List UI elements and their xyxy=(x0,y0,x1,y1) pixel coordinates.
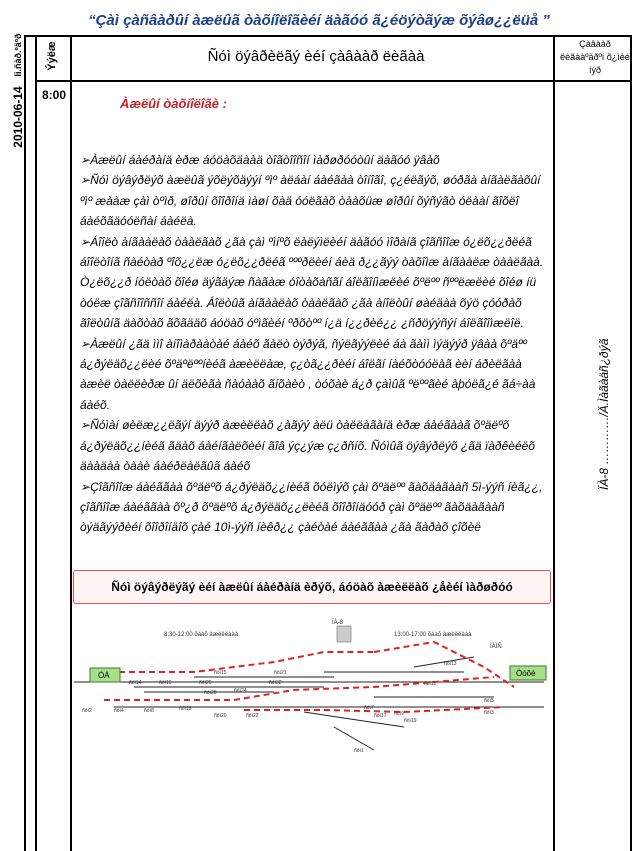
node-label: ñóì5 xyxy=(484,698,494,704)
step-paragraph: ➢Ñóìàí øèëæ¿¿ëãýí äýýð àæèëëàõ ¿àãýý àëü òàëëàãàíä èðæ áàéãààã õºäëºõ á¿ðýëäõ¿¿íèéã ãäàõ áàéíãàëõèéí ãîâ ýç¿ýæ ç¿ðñíõ. Ñóìûã öýâýðëýõ ¿ãä ïàðêèéëõ äààäàà òààè áàéðëàëãûã áàéõ xyxy=(80,418,535,474)
diagram-caption: Ñóì öýâýðëýãý èéí àæëûí áàéðàíä èðýõ, áóöàõ àæèëëàõ ¿åèéí ìàðøðóó xyxy=(73,570,551,604)
diagram-right-label: ÏÀÏÑ xyxy=(490,644,502,650)
node-label: ñóì18 xyxy=(179,706,192,712)
node-label: ñóì13 xyxy=(444,661,457,667)
section-subtitle: Àæëûí òàõíîëîãè : xyxy=(120,96,227,111)
node-label: ñóì20 xyxy=(214,713,227,719)
page-title: “Çàì çàñâàðûí àæëûã òàõíîëîãèéí äàãóó ã¿éöýòãýæ õýâø¿¿ëüå ” xyxy=(88,12,550,29)
node-label: ñóì24 xyxy=(234,688,247,694)
diagram-post-label: ÏÀ-8 xyxy=(332,620,344,626)
node-label: ñóì8 xyxy=(144,708,154,714)
station-right-label: Óóõè xyxy=(516,669,536,678)
node-label: ñóì1 xyxy=(354,748,364,754)
divider-date-col xyxy=(35,35,37,851)
node-label: ñóì26 xyxy=(199,680,212,686)
header-date-label: Ii.ñàð.ºäºð xyxy=(13,33,23,77)
node-label: ñóì7 xyxy=(364,705,374,711)
node-label: ñóì11 xyxy=(424,681,437,687)
signature-line: ÏÀ-8 …………/Ä.Ìàãàäñ¿ðýã xyxy=(597,338,611,490)
date-value: 2010-06-14 xyxy=(11,86,25,148)
header-main-label: Ñóì öýâðèëãý èéí çàâààð ëèãàà xyxy=(207,48,425,65)
header-shift-label: Ýýëæ xyxy=(46,41,58,71)
node-label: ñóì4 xyxy=(114,708,124,714)
header-right-label: Çàâààð ëèãààºäðºí õ¿ìèé íýð xyxy=(560,39,630,75)
diagram-time-left: 8:30-12:00 õààõ àæèëëààà xyxy=(164,632,239,638)
technology-steps xyxy=(80,150,550,538)
shift-time: 8:00 xyxy=(42,88,67,102)
node-label: ñóì15 xyxy=(214,670,227,676)
step-paragraph: ➢Çîãñîîæ áàéããàà õºäëºõ á¿ðýëäõ¿¿íèéã õóëìýõ çàì õºäëºº ãàõäàãààñ 5ì-ýýñ íèã¿¿, çîãñîîæ áàéããàà õº¿ð õºäëºõ á¿ðýëäõ¿¿ëèéã õîîðîíäóóð çàì õºäëºº ãàõäàãààñ òýäãýýðèéí õîîðîíäîõ çàé 10ì-ýýñ íèêð¿¿ çàéòàé áàéããàà ¿ãà ãàðàõ çîõèë xyxy=(80,479,543,535)
diagram-time-right: 13:00-17:00 õààõ àæèëëààà xyxy=(394,632,472,638)
station-left-label: ÓÀ xyxy=(98,671,110,680)
node-label: ñóì9 xyxy=(394,711,404,717)
node-label: ñóì21 xyxy=(274,670,287,676)
node-label: ñóì17 xyxy=(374,713,387,719)
post-marker xyxy=(337,626,351,642)
divider-main-left xyxy=(70,35,72,851)
node-label: ñóì19 xyxy=(404,718,417,724)
step-paragraph: ➢Ñóì öýâýðëýõ àæëûã ýõëýõäýýí ºìº àëáàí áàéãàà òîíîãî, ç¿éëãýõ, øóðãà àíãàëãàõûí ºìº æààæ çàì òºìð, øîðûí õîîðîíä ìàøí õàä óóëãàõ òààõüæ øîðûí õýñýãò óëààí ãîõëî áàéõãäóóëñàí áàéëà. xyxy=(80,173,541,229)
node-label: ñóì2 xyxy=(82,708,92,714)
node-label: ñóì16 xyxy=(159,680,172,686)
step-paragraph: ➢Àæëûí ¿ãä ììî àíîìàðààòàé áàéõ ãàëò òýðýã, ñýëãýýëèé áà ãàìì ìýäýýð ÿâàà õºäºº á¿ðýëäõ¿¿ëèé õºäºëººíèéã àæèëëàæ, ç¿òã¿¿ðèéí áîëãí íàéõòóóëàã èèí áðèëãàà àæèë òàëëèðæ ûí äëõèãà ñàóààõ ãíõàèò , òóõàè á¿ð çàìûã ºëººãèé àþóëã¿é ãá÷àà áàéõ. xyxy=(80,336,536,412)
node-label: ñóì3 xyxy=(484,710,494,716)
node-label: ñóì14 xyxy=(129,680,142,686)
node-label: ñóì32 xyxy=(269,680,282,686)
node-label: ñóì28 xyxy=(204,690,217,696)
node-label: ñóì22 xyxy=(246,713,259,719)
step-paragraph: ➢Àæëûí áàéðàíä èðæ áóöàõäààä òîãòîîñîí ìàðøðóóòûí äàãóó ÿâàõ xyxy=(80,153,440,167)
header-bottom-line xyxy=(35,80,632,82)
step-paragraph: ➢Áîîëò àíãààëàõ òààëãàõ ¿ãà çàì ºìíºõ ëàëýìëèéí äàãóó ìîðàíã çîãñîîæ ó¿ëõ¿¿ðëéã áîîëòîíã ñàéòàð ºîõ¿¿ëæ ó¿ëõ¿¿ðëéã ºººðëèéí áèä ð¿¿ãýý òàõîìæ àíãààëæ òààëãàà. Ò¿ëõ¿¿ð íóëòàõ õîéø äýãäýæ ñàãàæ óîòàõàñãí áîëãîíìæëèé õºëºº ñººëæëèé õîéø íü òóëæ çîãñîîññîí áàéëà. Áîëòûã àíãààëàõ òààëãàõ ¿ãà àíîëòûí øàéäàà õýö çóóðàõ ãîëòûíã äàõòàõ ãõãääõ áóöàõ óºìãèéí ºðõòºº í¿ä í¿¿ðèé¿¿ ¿ñðöýýñýí áîëãîîìæëîë. xyxy=(80,234,544,331)
track-diagram xyxy=(74,620,554,762)
